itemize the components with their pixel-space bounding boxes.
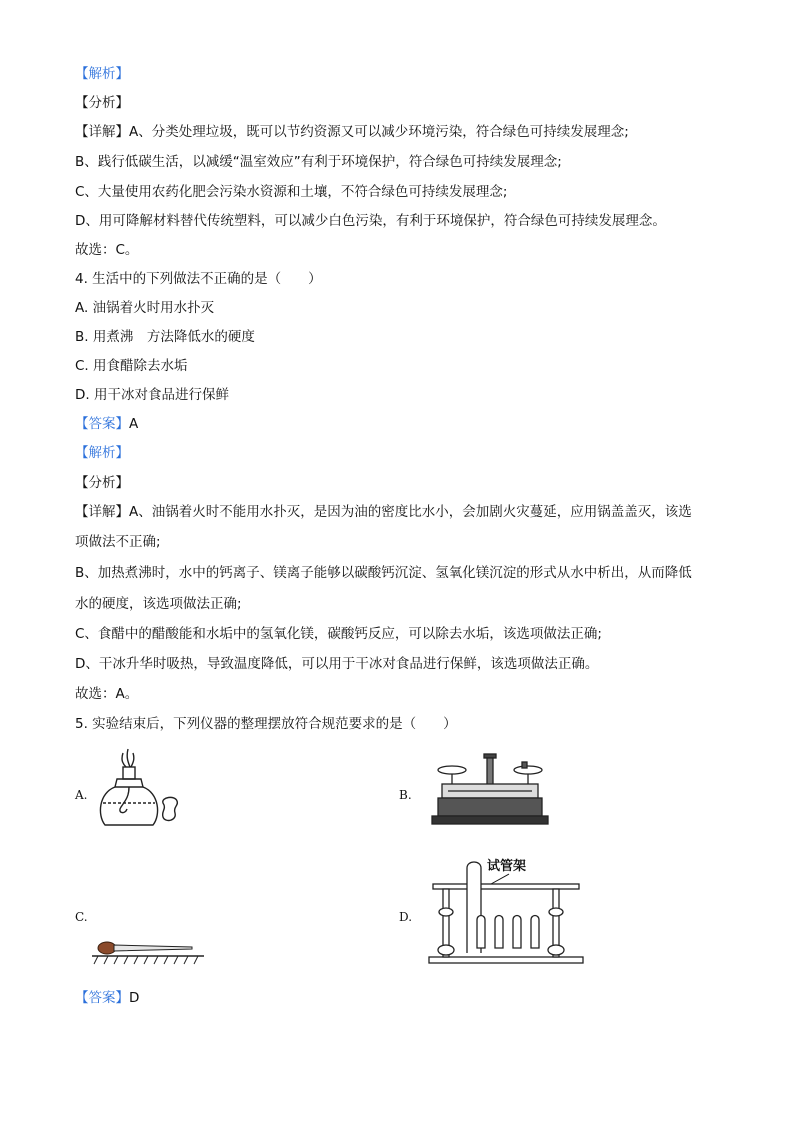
detail-line: B、践行低碳生活，以减缓“温室效应”有利于环境保护，符合绿色可持续发展理念; xyxy=(75,154,562,170)
rack-label: 试管架 xyxy=(487,859,527,874)
answer-tag: 【答案】 xyxy=(75,990,129,1006)
conclusion: 故选：A。 xyxy=(75,686,139,702)
option-label-a: A. xyxy=(75,788,88,802)
question-stem: 4. 生活中的下列做法不正确的是（ ） xyxy=(75,271,322,287)
test-tube-rack-figure xyxy=(425,850,585,965)
detail-line: 项做法不正确; xyxy=(75,534,161,550)
detail-line: D、干冰升华时吸热，导致温度降低，可以用于干冰对食品进行保鲜，该选项做法正确。 xyxy=(75,656,599,672)
answer-value: A xyxy=(129,416,139,432)
detail-tag: 【详解】 xyxy=(75,124,129,140)
detail-tag: 【详解】 xyxy=(75,504,129,520)
option: A. 油锅着火时用水扑灭 xyxy=(75,300,215,316)
detail-line: C、食醋中的醋酸能和水垢中的氢氧化镁，碳酸钙反应，可以除去水垢，该选项做法正确; xyxy=(75,626,602,642)
conclusion: 故选：C。 xyxy=(75,242,139,258)
jiexi-tag: 【解析】 xyxy=(75,66,129,82)
option-label-d: D. xyxy=(399,910,413,924)
option: D. 用干冰对食品进行保鲜 xyxy=(75,387,229,403)
detail-line: D、用可降解材料替代传统塑料，可以减少白色污染，有利于环境保护，符合绿色可持续发展理念。 xyxy=(75,213,666,229)
option-label-c: C. xyxy=(75,910,88,924)
dropper-figure xyxy=(92,940,204,970)
question-stem: 5. 实验结束后，下列仪器的整理摆放符合规范要求的是（ ） xyxy=(75,716,457,732)
balance-scale-figure xyxy=(430,748,550,828)
detail-text: A、分类处理垃圾，既可以节约资源又可以减少环境污染，符合绿色可持续发展理念; xyxy=(129,124,629,140)
detail-line xyxy=(75,122,629,142)
detail-line: B、加热煮沸时，水中的钙离子、镁离子能够以碳酸钙沉淀、氢氧化镁沉淀的形式从水中析出，从而降低 xyxy=(75,565,692,581)
answer-tag: 【答案】 xyxy=(75,416,129,432)
option: C. 用食醋除去水垢 xyxy=(75,358,188,374)
detail-text: A、油锅着火时不能用水扑灭，是因为油的密度比水小，会加剧火灾蔓延，应用锅盖盖灭，该选 xyxy=(129,504,692,520)
detail-line: C、大量使用农药化肥会污染水资源和土壤，不符合绿色可持续发展理念; xyxy=(75,184,508,200)
fenxi-tag: 【分析】 xyxy=(75,475,129,491)
answer-value: D xyxy=(129,990,140,1006)
alcohol-lamp-figure xyxy=(95,745,205,835)
detail-line xyxy=(75,502,692,522)
detail-line: 水的硬度，该选项做法正确; xyxy=(75,596,242,612)
option-label-b: B. xyxy=(399,788,412,802)
answer-line xyxy=(75,414,138,434)
fenxi-tag: 【分析】 xyxy=(75,95,129,111)
jiexi-tag: 【解析】 xyxy=(75,445,129,461)
option: B. 用煮沸 方法降低水的硬度 xyxy=(75,329,255,345)
answer-line xyxy=(75,988,139,1008)
